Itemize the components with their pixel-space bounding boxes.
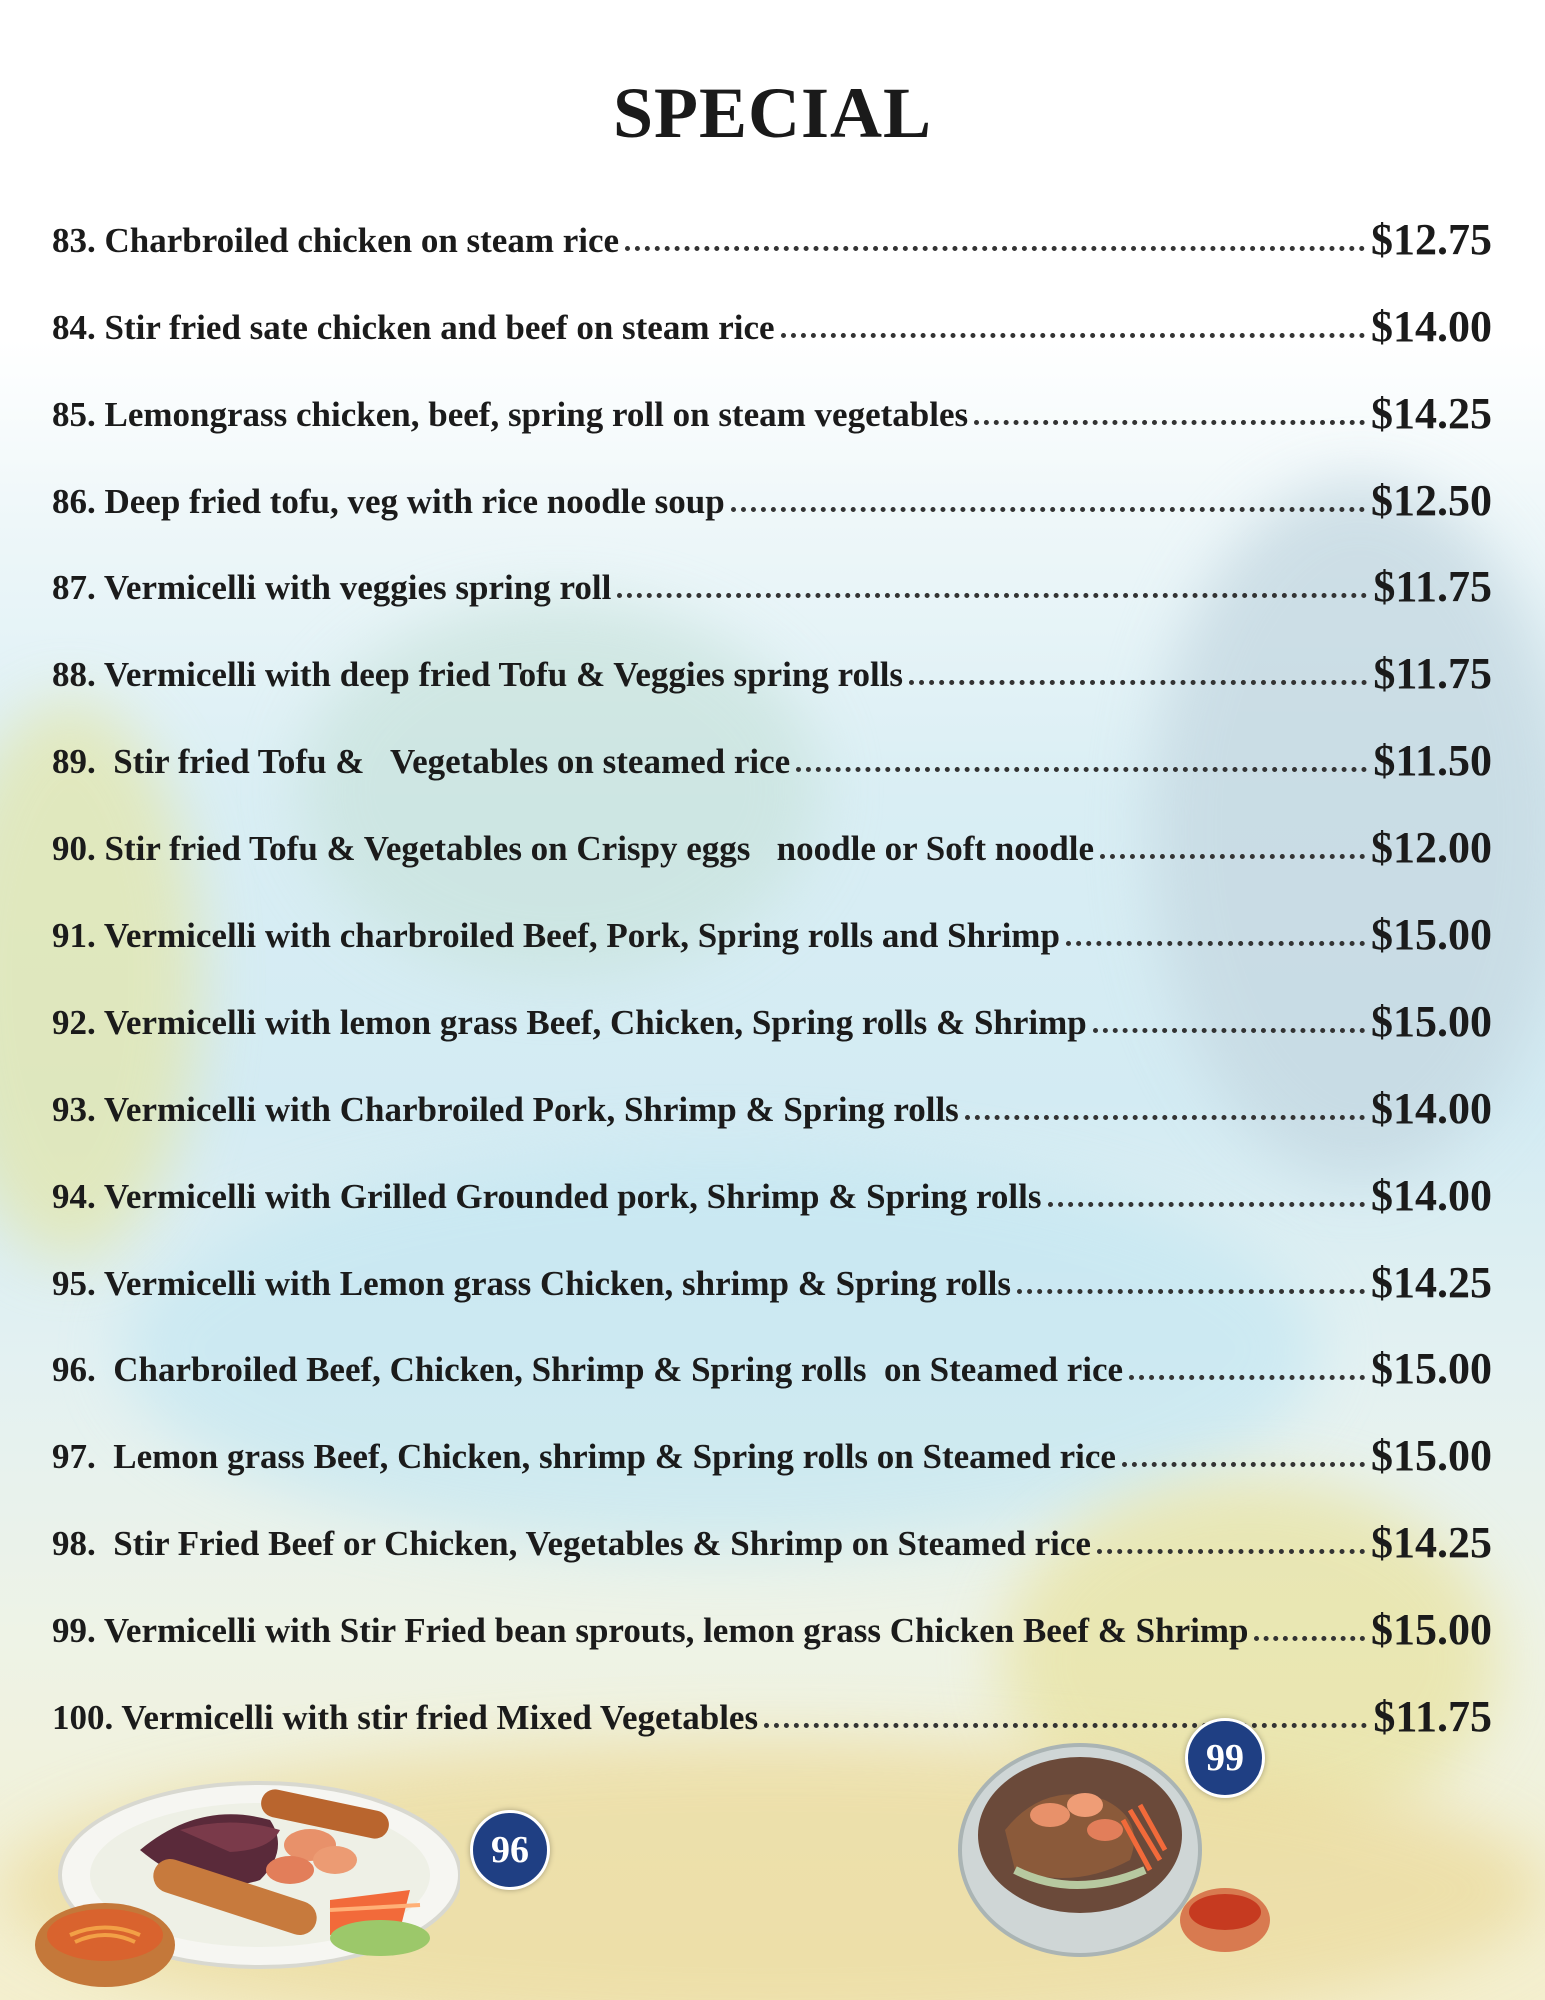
menu-item [52,875,1492,962]
menu-item-name: 98. Stir Fried Beef or Chicken, Vegetables & Shrimp on Steamed rice [52,1524,1091,1564]
menu-item-name: 84. Stir fried sate chicken and beef on steam rice [52,307,775,347]
menu-item [52,1483,1492,1570]
dot-leader [1129,1375,1365,1380]
rice-plate-photo [30,1760,460,2000]
menu-item-price: $15.00 [1371,1431,1492,1481]
menu-item-name: 99. Vermicelli with Stir Fried bean sprouts, lemon grass Chicken Beef & Shrimp [52,1611,1249,1651]
menu-item-price: $14.25 [1371,1518,1492,1568]
dot-leader [731,507,1365,512]
dot-leader [1017,1289,1365,1294]
menu-item-price: $12.00 [1371,823,1492,873]
menu-item [52,1570,1492,1657]
menu-item-price: $15.00 [1371,910,1492,960]
menu-item-name: 96. Charbroiled Beef, Chicken, Shrimp & Spring rolls on Steamed rice [52,1350,1124,1390]
menu-item-name: 89. Stir fried Tofu & Vegetables on steamed rice [52,742,791,782]
menu-item-price: $14.00 [1371,1170,1492,1220]
menu-item [52,788,1492,875]
menu-list [52,180,1492,1744]
dot-leader [625,246,1365,251]
dot-leader [1048,1202,1365,1207]
menu-item-price: $14.25 [1371,388,1492,438]
menu-item-name: 91. Vermicelli with charbroiled Beef, Pork, Spring rolls and Shrimp [52,916,1060,956]
menu-item-name: 93. Vermicelli with Charbroiled Pork, Shrimp & Spring rolls [52,1089,959,1129]
menu-item [52,1396,1492,1483]
menu-item-name: 100. Vermicelli with stir fried Mixed Vegetables [52,1698,759,1738]
dot-leader [1254,1636,1365,1641]
dot-leader [781,333,1365,338]
dot-leader [796,767,1367,772]
dot-leader [1066,941,1365,946]
menu-item [52,1223,1492,1310]
menu-item-name: 90. Stir fried Tofu & Vegetables on Crispy eggs noodle or Soft noodle [52,829,1094,869]
dot-leader [1100,854,1365,859]
dot-leader [965,1115,1365,1120]
menu-item [52,1049,1492,1136]
dot-leader [909,680,1367,685]
photo-number-badge: 99 [1185,1718,1265,1798]
menu-item-price: $11.75 [1373,1692,1492,1742]
dot-leader [1097,1549,1365,1554]
menu-item-price: $12.50 [1371,475,1492,525]
menu-item [52,180,1492,267]
menu-item [52,1136,1492,1223]
menu-item-price: $15.00 [1371,1344,1492,1394]
menu-item-name: 94. Vermicelli with Grilled Grounded pork, Shrimp & Spring rolls [52,1176,1042,1216]
menu-item-name: 88. Vermicelli with deep fried Tofu & Veggies spring rolls [52,655,904,695]
menu-item-price: $14.25 [1371,1257,1492,1307]
dot-leader [1122,1462,1365,1467]
menu-item-price: $11.75 [1373,649,1492,699]
menu-item-price: $11.50 [1373,736,1492,786]
menu-item [52,701,1492,788]
menu-item-name: 97. Lemon grass Beef, Chicken, shrimp & Spring rolls on Steamed rice [52,1437,1116,1477]
menu-item-name: 95. Vermicelli with Lemon grass Chicken, shrimp & Spring rolls [52,1263,1011,1303]
menu-item-name: 92. Vermicelli with lemon grass Beef, Chicken, Spring rolls & Shrimp [52,1002,1087,1042]
menu-item [52,962,1492,1049]
menu-item-price: $11.75 [1373,562,1492,612]
menu-item-name: 83. Charbroiled chicken on steam rice [52,220,620,260]
photo-number-badge: 96 [470,1810,550,1890]
dot-leader [974,420,1365,425]
menu-item [52,354,1492,441]
dot-leader [1093,1028,1365,1033]
menu-item [52,528,1492,615]
menu-item-price: $14.00 [1371,1083,1492,1133]
menu-item [52,441,1492,528]
page-title: SPECIAL [612,73,933,153]
menu-item-name: 85. Lemongrass chicken, beef, spring roll on steam vegetables [52,394,969,434]
menu-item [52,1310,1492,1397]
menu-item [52,614,1492,701]
menu-item-price: $15.00 [1371,996,1492,1046]
dot-leader [617,593,1367,598]
menu-item-name: 86. Deep fried tofu, veg with rice noodle soup [52,481,725,521]
menu-item-price: $12.75 [1371,214,1492,264]
menu-item-price: $15.00 [1371,1605,1492,1655]
menu-item [52,267,1492,354]
menu-item-name: 87. Vermicelli with veggies spring roll [52,568,612,608]
menu-item-price: $14.00 [1371,301,1492,351]
